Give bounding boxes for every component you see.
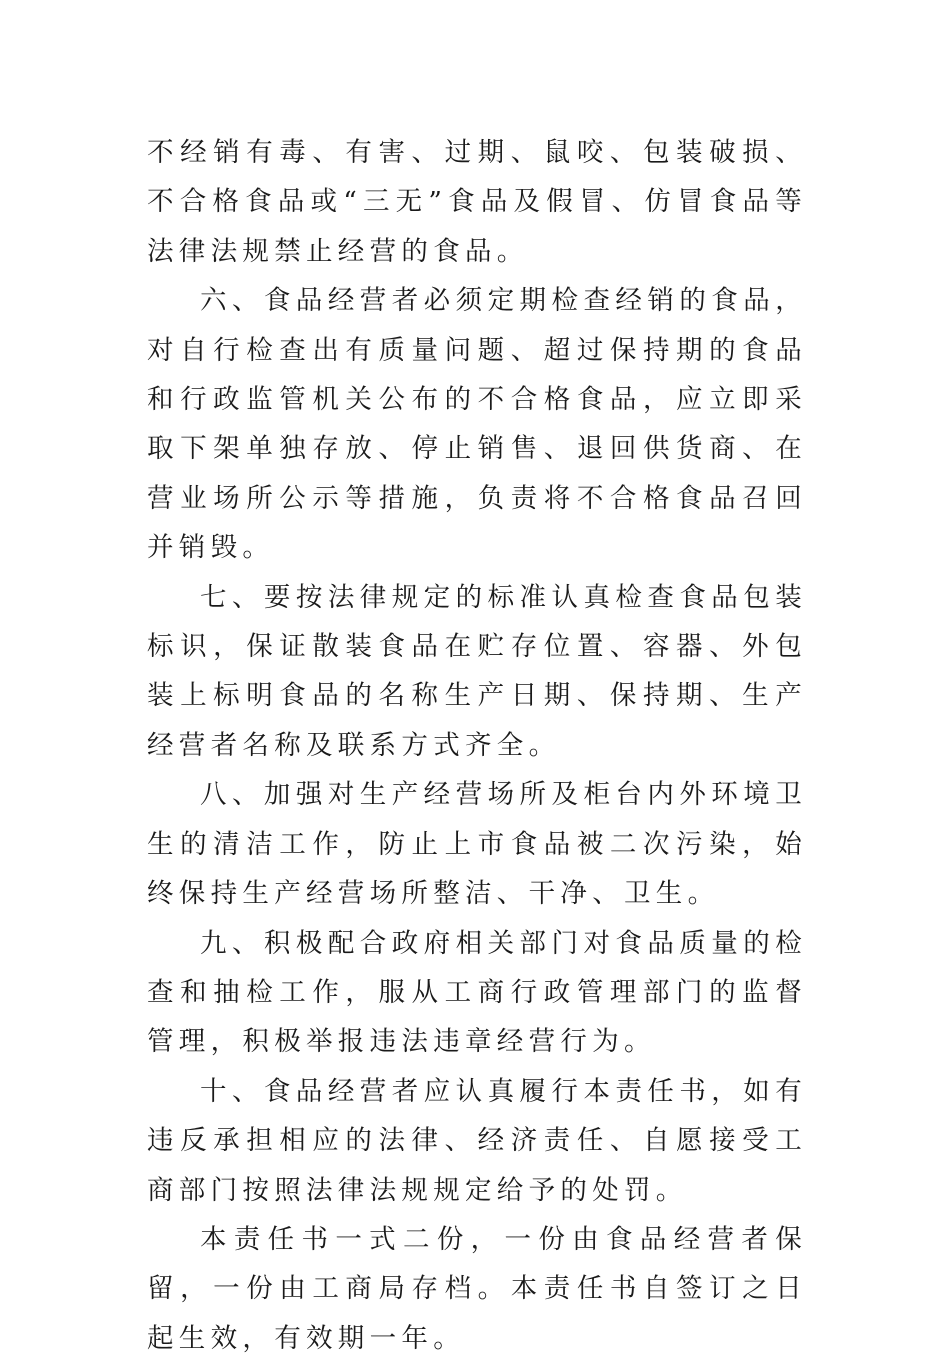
paragraph-item-6: 六、食品经营者必须定期检查经销的食品，对自行检查出有质量问题、超过保持期的食品和行政监管机关公布的不合格食品，应立即采取下架单独存放、停止销售、退回供货商、在营业场所公示等措施，负责将不合格食品召回并销毁。 [147, 285, 807, 564]
paragraph-item-7: 七、要按法律规定的标准认真检查食品包装标识，保证散装食品在贮存位置、容器、外包装上标明食品的名称生产日期、保持期、生产经营者名称及联系方式齐全。 [147, 581, 807, 761]
paragraph-item-9: 九、积极配合政府相关部门对食品质量的检查和抽检工作，服从工商行政管理部门的监督管理，积极举报违法违章经营行为。 [147, 927, 807, 1058]
paragraph-continuation: 不经销有毒、有害、过期、鼠咬、包装破损、不合格食品或“三无”食品及假冒、仿冒食品等法律法规禁止经营的食品。 [147, 137, 807, 267]
document-body [147, 128, 807, 1363]
paragraph-item-8: 八、加强对生产经营场所及柜台内外环境卫生的清洁工作，防止上市食品被二次污染，始终保持生产经营场所整洁、干净、卫生。 [147, 779, 807, 910]
paragraph-closing: 本责任书一式二份，一份由食品经营者保留，一份由工商局存档。本责任书自签订之日起生效，有效期一年。 [147, 1223, 807, 1354]
paragraph-item-10: 十、食品经营者应认真履行本责任书，如有违反承担相应的法律、经济责任、自愿接受工商部门按照法律法规规定给予的处罚。 [147, 1075, 807, 1206]
